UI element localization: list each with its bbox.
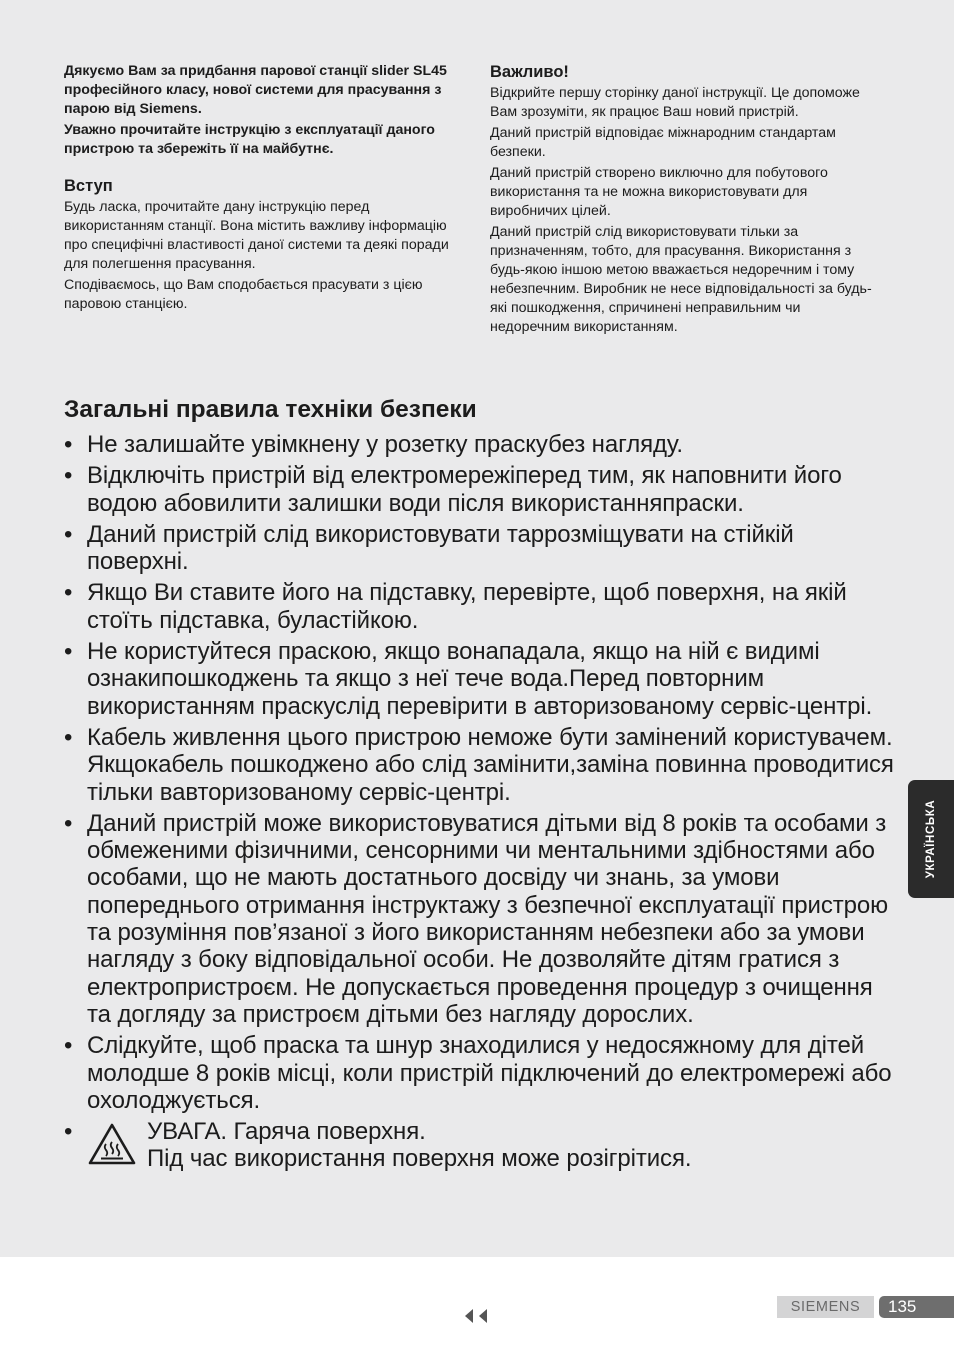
read-instructions-text: Уважно прочитайте інструкцію з експлуатації даного пристрою та збережіть її на майбутнє. <box>64 122 435 157</box>
safety-rule <box>64 638 894 720</box>
bullet: • <box>64 462 73 490</box>
safety-rule <box>64 431 894 458</box>
bullet: • <box>64 723 73 751</box>
safety-rule-text: Не користуйтеся праскою, якщо вонападала, якщо на ній є видимі ознакипошкоджень та якщо з неї тече вода.Перед повторним використанням праскуслід перевірити в авторизованому сервіс-центрі. <box>87 638 873 720</box>
important-column <box>490 62 882 339</box>
back-arrows-icon[interactable] <box>462 1307 492 1325</box>
safety-rule-text: Якщо Ви ставите його на підставку, перевірте, щоб поверхня, на якій стоїть підставка, буластійкою. <box>87 579 847 634</box>
warning-row <box>87 1118 894 1173</box>
safety-rule-text: Не залишайте увімкнену у розетку праскубез нагляду. <box>87 431 683 458</box>
safety-rule-warning <box>64 1118 894 1173</box>
safety-rule <box>64 1032 894 1114</box>
bullet: • <box>64 520 73 548</box>
safety-rule-text: Відключіть пристрій від електромережіперед тим, як наповнити його водою абовилити залишки води після використанняпраски. <box>87 462 842 517</box>
safety-rule <box>64 462 894 517</box>
bullet: • <box>64 809 73 837</box>
bullet: • <box>64 579 73 607</box>
safety-rule-text: Даний пристрій може використовуватися дітьми від 8 років та особами з обмеженими фізичними, сенсорними чи ментальними здібностями або особами, що не мають достатнього досвіду чи знань, за умови попереднього отримання інструктажу з безпечної експлуатації пристрою та розуміння пов’язаної з його використанням небезпеки або за умови нагляду з боку відповідальної особи. Не дозволяйте дітям гратися з електропристроєм. Не допускається проведення процедур з очищення та догляду за пристроєм дітьми без нагляду дорослих. <box>87 809 889 1028</box>
important-paragraph-2: Даний пристрій відповідає міжнародним стандартам безпеки. <box>490 125 836 160</box>
warning-line-2: Під час використання поверхня може розігрітися. <box>147 1145 692 1173</box>
safety-rule <box>64 724 894 806</box>
bullet: • <box>64 431 73 458</box>
thanks-text: Дякуємо Вам за придбання парової станції slider SL45 професійного класу, нової системи для прасування з парою від Siemens. <box>64 63 447 117</box>
safety-section <box>64 392 894 1177</box>
intro-paragraph-2: Сподіваємось, що Вам сподобається прасувати з цією паровою станцією. <box>64 277 423 312</box>
safety-rule-text: Даний пристрій слід використовувати таррозміщувати на стійкій поверхні. <box>87 520 794 576</box>
bullet: • <box>64 1118 73 1146</box>
important-heading: Важливо! <box>490 63 569 81</box>
safety-rule-text: Кабель живлення цього пристрою неможе бути замінений користувачем. Якщокабель пошкоджено або слід замінити,заміна повинна проводитися тільки вавторизованому сервіс-центрі. <box>87 723 894 806</box>
safety-heading: Загальні правила техніки безпеки <box>64 396 477 423</box>
intro-paragraph-1: Будь ласка, прочитайте дану інструкцію перед використанням станції. Вона містить важливу інформацію про специфічні властивості даної системи та деякі поради для полегшення прасування. <box>64 199 449 272</box>
language-tab-label: УКРАЇНСЬКА <box>925 799 937 879</box>
important-paragraph-1: Відкрийте першу сторінку даної інструкції. Це допоможе Вам зрозуміти, як працює Ваш новий пристрій. <box>490 85 860 120</box>
safety-rule-text: Слідкуйте, щоб праска та шнур знаходилися у недосяжному для дітей молодше 8 років місці, коли пристрій підключений до електромережі або охолоджується. <box>87 1032 892 1114</box>
important-paragraph-4: Даний пристрій слід використовувати тільки за призначенням, тобто, для прасування. Використання з будь-якою іншою метою вважається недоречним і тому небезпечним. Виробник не несе відповідальності за будь-які пошкодження, спричинені неправильним чи недоречним використанням. <box>490 224 872 335</box>
important-paragraph-3: Даний пристрій створено виключно для побутового використання та не можна використовувати для виробничих цілей. <box>490 165 828 219</box>
safety-rules-list <box>64 431 894 1173</box>
footer-brand: SIEMENS <box>777 1296 874 1318</box>
bullet: • <box>64 638 73 666</box>
safety-rule <box>64 810 894 1028</box>
intro-heading: Вступ <box>64 177 113 195</box>
safety-rule <box>64 521 894 576</box>
hot-surface-warning-icon <box>87 1122 137 1166</box>
page-number: 135 <box>879 1296 954 1318</box>
warning-text <box>147 1118 691 1173</box>
bullet: • <box>64 1032 73 1060</box>
language-tab <box>908 780 954 898</box>
warning-line-1: УВАГА. Гаряча поверхня. <box>147 1118 426 1146</box>
intro-column <box>64 62 466 316</box>
safety-rule <box>64 579 894 634</box>
